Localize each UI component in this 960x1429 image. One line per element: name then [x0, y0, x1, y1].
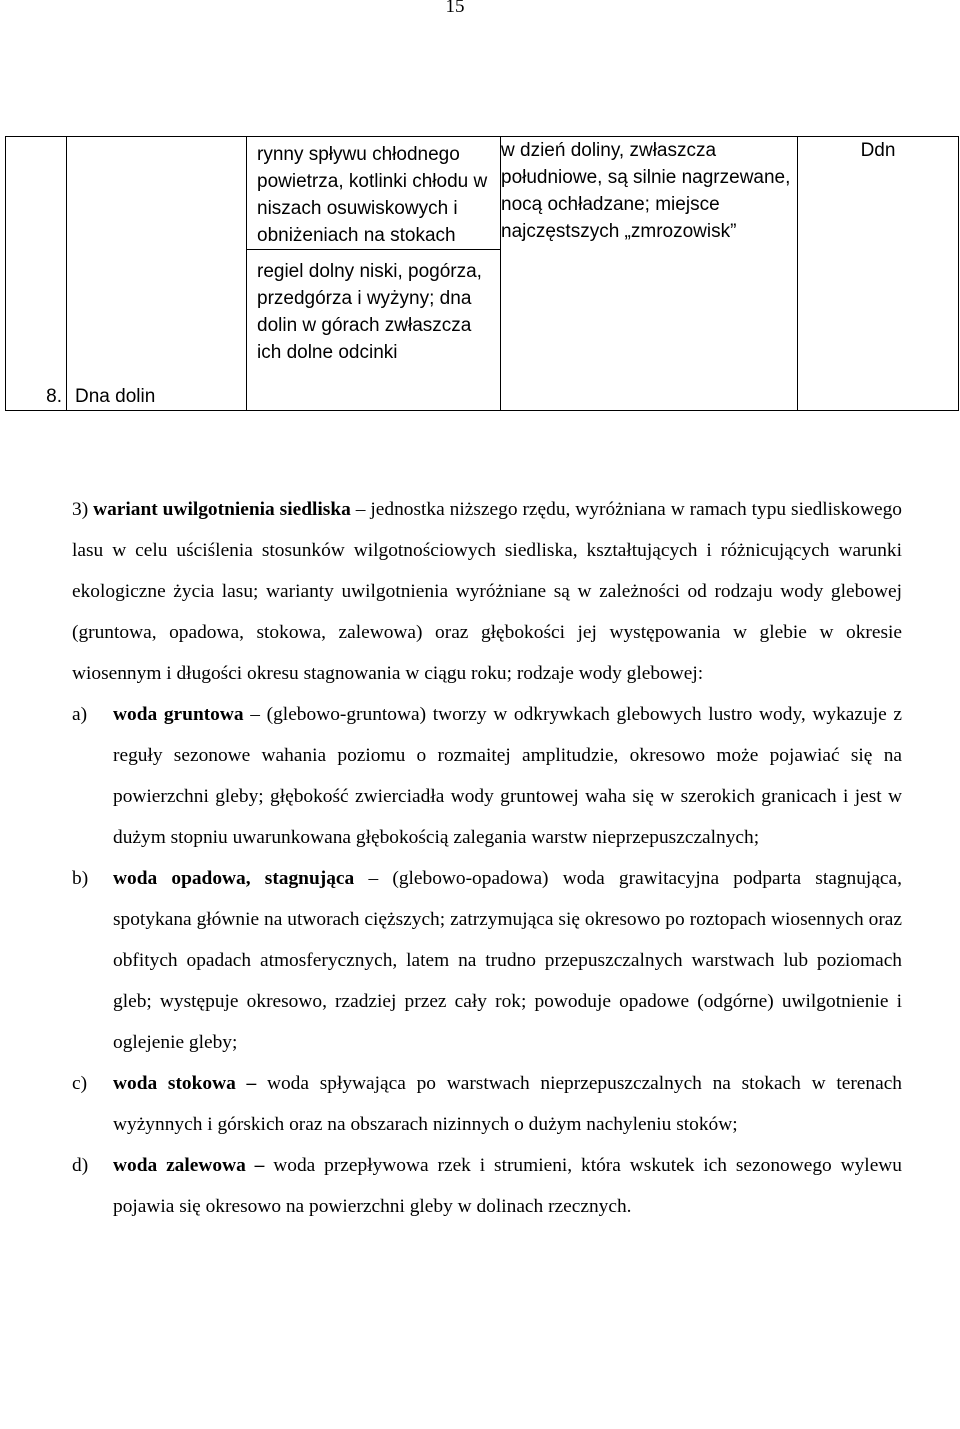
symbol: Ddn: [860, 140, 896, 161]
item-body: [113, 1063, 902, 1145]
row-name: Dna dolin: [75, 386, 156, 407]
item-term: woda stokowa –: [113, 1073, 257, 1094]
list-item: [72, 694, 902, 858]
description-cell: [501, 137, 798, 411]
item-marker: b): [72, 868, 89, 889]
symbol-cell: [798, 137, 959, 411]
item-term: woda zalewowa –: [113, 1155, 265, 1176]
section-dash: –: [355, 499, 366, 520]
item-term: woda gruntowa: [113, 704, 244, 725]
item-marker: c): [72, 1073, 88, 1094]
section-paragraph: [72, 489, 902, 694]
location-cell: [247, 137, 501, 411]
row-number-cell: [6, 137, 67, 411]
section-marker: 3): [72, 499, 89, 520]
list-item: [72, 858, 902, 1063]
location-top: rynny spływu chłodnego powietrza, kotlinki chłodu w niszach osuwiskowych i obniżeniach na stokach: [257, 144, 488, 246]
item-dash: –: [250, 704, 260, 725]
item-text: woda przepływowa rzek i strumieni, która wskutek ich sezonowego wylewu pojawia się okresowo na powierzchni gleby w dolinach rzecznych.: [113, 1155, 902, 1217]
item-body: [113, 858, 902, 1063]
page-number: 15: [445, 0, 465, 17]
list-item: [72, 1145, 902, 1227]
item-text: woda spływająca po warstwach nieprzepuszczalnych na stokach w terenach wyżynnych i górskich oraz na obszarach nizinnych o dużym nachyleniu stoków;: [113, 1073, 903, 1135]
location-bottom: regiel dolny niski, pogórza, przedgórza i wyżyny; dna dolin w górach zwłaszcza ich dolne odcinki: [257, 261, 482, 363]
row-name-cell: [67, 137, 247, 411]
habitat-table: [5, 136, 959, 411]
item-dash: –: [368, 868, 379, 889]
row-number: 8.: [46, 386, 62, 407]
item-text: (glebowo-gruntowa) tworzy w odkrywkach glebowych lustro wody, wykazuje z reguły sezonowe wahania poziomu o rozmaitej amplitudzie, okresowo może pojawiać się na powierzchni gleby; głębokość zwierciadła wody gruntowej waha się w szerokich granicach i jest w dużym stopniu uwarunkowana głębokością zalegania warstw nieprzepuszczalnych;: [113, 704, 902, 848]
item-body: [113, 1145, 902, 1227]
section-text: jednostka niższego rzędu, wyróżniana w ramach typu siedliskowego lasu w celu uściślenia stosunków wilgotnościowych siedliska, kształtujących i różnicujących warunki ekologiczne życia lasu; warianty uwilgotnienia wyróżniane są w zależności od rodzaju wody glebowej (gruntowa, opadowa, stokowa, zalewowa) oraz głębokości jej występowania w glebie w okresie wiosennym i długości okresu stagnowania w ciągu roku; rodzaje wody glebowej:: [72, 499, 902, 684]
table-row: [6, 137, 959, 411]
list-item: [72, 1063, 902, 1145]
item-marker: d): [72, 1155, 89, 1176]
item-text: (glebowo-opadowa) woda grawitacyjna podparta stagnująca, spotykana głównie na utworach cięższych; zatrzymująca się okresowo po roztopach wiosennych oraz obfitych opadach atmosferycznych, latem na trudno przepuszczalnych warstwach lub poziomach gleb; występuje okresowo, rzadziej przez cały rok; powoduje opadowe (odgórne) uwilgotnienie i oglejenie gleby;: [113, 868, 902, 1053]
water-types-list: [72, 694, 902, 1227]
item-body: [113, 694, 902, 858]
definitions-section: [72, 489, 902, 1227]
description: w dzień doliny, zwłaszcza południowe, są silnie nagrzewane, nocą ochładzane; miejsce najczęstszych „zmrozowisk”: [501, 140, 791, 242]
item-term: woda opadowa, stagnująca: [113, 868, 355, 889]
item-marker: a): [72, 704, 88, 725]
section-term: wariant uwilgotnienia siedliska: [93, 499, 351, 520]
